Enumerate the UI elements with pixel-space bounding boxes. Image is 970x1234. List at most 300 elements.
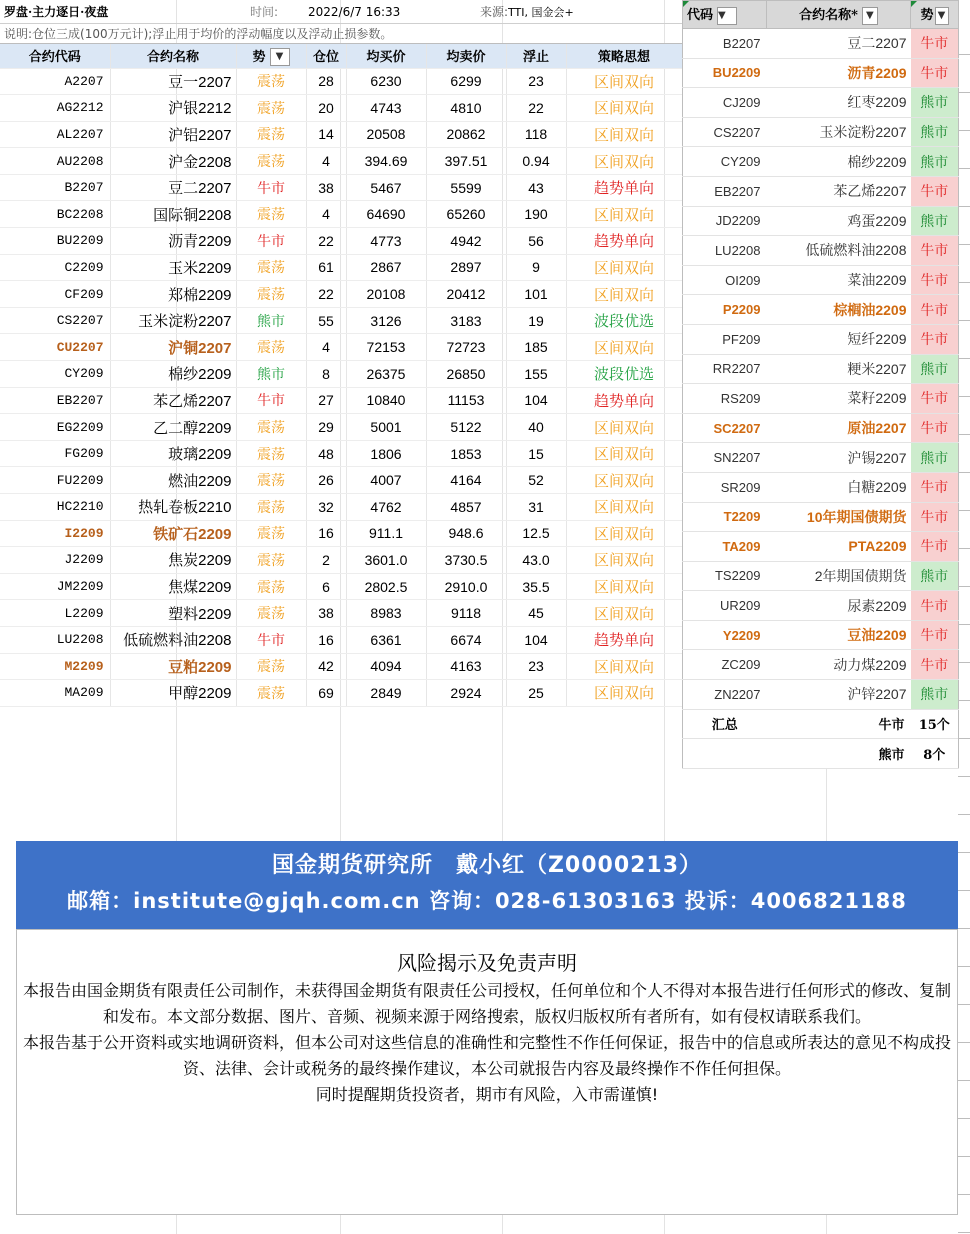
- panel-row[interactable]: [683, 561, 959, 591]
- position-cell[interactable]: 29: [306, 414, 346, 441]
- avg-buy-cell[interactable]: 6230: [346, 68, 426, 95]
- strategy-cell[interactable]: 区间双向: [566, 547, 682, 574]
- trend-cell[interactable]: 震荡: [236, 653, 306, 680]
- trend-cell[interactable]: 震荡: [236, 121, 306, 148]
- position-cell[interactable]: 61: [306, 254, 346, 281]
- contract-name[interactable]: 焦炭2209: [110, 547, 236, 574]
- float-stop-cell[interactable]: 104: [506, 387, 566, 414]
- panel-trend[interactable]: 牛市: [911, 620, 959, 650]
- contract-code[interactable]: CY209: [0, 361, 110, 388]
- contract-code[interactable]: FG209: [0, 440, 110, 467]
- float-stop-cell[interactable]: 185: [506, 334, 566, 361]
- contract-code[interactable]: MA209: [0, 680, 110, 707]
- trend-cell[interactable]: 震荡: [236, 334, 306, 361]
- trend-cell[interactable]: 震荡: [236, 494, 306, 521]
- avg-buy-cell[interactable]: 4743: [346, 95, 426, 122]
- avg-buy-cell[interactable]: 4773: [346, 228, 426, 255]
- panel-code[interactable]: RS209: [683, 384, 767, 414]
- table-row[interactable]: [0, 440, 682, 467]
- strategy-cell[interactable]: 区间双向: [566, 600, 682, 627]
- filter-active-icon[interactable]: ▼: [935, 7, 949, 25]
- panel-trend[interactable]: 牛市: [911, 650, 959, 680]
- panel-trend[interactable]: 牛市: [911, 413, 959, 443]
- contract-code[interactable]: JM2209: [0, 573, 110, 600]
- avg-sell-cell[interactable]: 397.51: [426, 148, 506, 175]
- contract-name[interactable]: 玉米淀粉2207: [110, 307, 236, 334]
- panel-col-trend[interactable]: [911, 1, 959, 29]
- avg-sell-cell[interactable]: 2910.0: [426, 573, 506, 600]
- table-row[interactable]: [0, 254, 682, 281]
- panel-code[interactable]: CS2207: [683, 117, 767, 147]
- float-stop-cell[interactable]: 23: [506, 68, 566, 95]
- panel-name[interactable]: 豆油2209: [767, 620, 911, 650]
- table-row[interactable]: [0, 387, 682, 414]
- float-stop-cell[interactable]: 45: [506, 600, 566, 627]
- strategy-cell[interactable]: 区间双向: [566, 334, 682, 361]
- panel-name[interactable]: 白糖2209: [767, 472, 911, 502]
- avg-sell-cell[interactable]: 3183: [426, 307, 506, 334]
- panel-trend[interactable]: 熊市: [911, 354, 959, 384]
- contract-name[interactable]: 塑料2209: [110, 600, 236, 627]
- panel-row[interactable]: [683, 650, 959, 680]
- avg-buy-cell[interactable]: 8983: [346, 600, 426, 627]
- contract-name[interactable]: 沪铝2207: [110, 121, 236, 148]
- strategy-cell[interactable]: 趋势单向: [566, 228, 682, 255]
- contract-code[interactable]: BU2209: [0, 228, 110, 255]
- panel-row[interactable]: [683, 620, 959, 650]
- panel-trend[interactable]: 熊市: [911, 147, 959, 177]
- position-cell[interactable]: 38: [306, 174, 346, 201]
- panel-code[interactable]: UR209: [683, 591, 767, 621]
- avg-sell-cell[interactable]: 6299: [426, 68, 506, 95]
- panel-trend[interactable]: 牛市: [911, 29, 959, 59]
- position-cell[interactable]: 38: [306, 600, 346, 627]
- panel-name[interactable]: 豆二2207: [767, 29, 911, 59]
- avg-buy-cell[interactable]: 20108: [346, 281, 426, 308]
- position-cell[interactable]: 16: [306, 520, 346, 547]
- strategy-cell[interactable]: 波段优选: [566, 361, 682, 388]
- table-row[interactable]: [0, 573, 682, 600]
- float-stop-cell[interactable]: 22: [506, 95, 566, 122]
- contract-name[interactable]: 燃油2209: [110, 467, 236, 494]
- strategy-cell[interactable]: 区间双向: [566, 201, 682, 228]
- table-row[interactable]: [0, 467, 682, 494]
- table-row[interactable]: [0, 68, 682, 95]
- avg-sell-cell[interactable]: 4857: [426, 494, 506, 521]
- position-cell[interactable]: 8: [306, 361, 346, 388]
- contract-name[interactable]: 焦煤2209: [110, 573, 236, 600]
- table-row[interactable]: [0, 281, 682, 308]
- panel-code[interactable]: CY209: [683, 147, 767, 177]
- panel-code[interactable]: SR209: [683, 472, 767, 502]
- strategy-cell[interactable]: 区间双向: [566, 148, 682, 175]
- table-row[interactable]: [0, 653, 682, 680]
- trend-cell[interactable]: 震荡: [236, 254, 306, 281]
- panel-code[interactable]: TS2209: [683, 561, 767, 591]
- panel-code[interactable]: CJ209: [683, 88, 767, 118]
- panel-row[interactable]: [683, 502, 959, 532]
- trend-cell[interactable]: 牛市: [236, 626, 306, 653]
- panel-code[interactable]: LU2208: [683, 236, 767, 266]
- contract-code[interactable]: EG2209: [0, 414, 110, 441]
- avg-sell-cell[interactable]: 20412: [426, 281, 506, 308]
- float-stop-cell[interactable]: 101: [506, 281, 566, 308]
- float-stop-cell[interactable]: 118: [506, 121, 566, 148]
- avg-sell-cell[interactable]: 948.6: [426, 520, 506, 547]
- panel-trend[interactable]: 熊市: [911, 561, 959, 591]
- panel-row[interactable]: [683, 29, 959, 59]
- contract-code[interactable]: A2207: [0, 68, 110, 95]
- position-cell[interactable]: 22: [306, 281, 346, 308]
- trend-cell[interactable]: 震荡: [236, 547, 306, 574]
- contract-name[interactable]: 铁矿石2209: [110, 520, 236, 547]
- strategy-cell[interactable]: 区间双向: [566, 414, 682, 441]
- avg-sell-cell[interactable]: 6674: [426, 626, 506, 653]
- panel-name[interactable]: 棉纱2209: [767, 147, 911, 177]
- trend-cell[interactable]: 牛市: [236, 228, 306, 255]
- trend-cell[interactable]: 震荡: [236, 467, 306, 494]
- filter-dropdown-icon[interactable]: ▼: [270, 48, 290, 66]
- table-row[interactable]: [0, 95, 682, 122]
- panel-name[interactable]: 玉米淀粉2207: [767, 117, 911, 147]
- position-cell[interactable]: 14: [306, 121, 346, 148]
- panel-code[interactable]: BU2209: [683, 58, 767, 88]
- trend-cell[interactable]: 震荡: [236, 680, 306, 707]
- contract-name[interactable]: 沥青2209: [110, 228, 236, 255]
- avg-sell-cell[interactable]: 5599: [426, 174, 506, 201]
- panel-code[interactable]: P2209: [683, 295, 767, 325]
- strategy-cell[interactable]: 区间双向: [566, 95, 682, 122]
- panel-code[interactable]: PF209: [683, 324, 767, 354]
- contract-code[interactable]: BC2208: [0, 201, 110, 228]
- panel-trend[interactable]: 熊市: [911, 88, 959, 118]
- avg-sell-cell[interactable]: 2897: [426, 254, 506, 281]
- contract-name[interactable]: 沪银2212: [110, 95, 236, 122]
- contract-code[interactable]: J2209: [0, 547, 110, 574]
- table-row[interactable]: [0, 148, 682, 175]
- contract-code[interactable]: C2209: [0, 254, 110, 281]
- panel-code[interactable]: ZN2207: [683, 680, 767, 710]
- panel-code[interactable]: Y2209: [683, 620, 767, 650]
- avg-sell-cell[interactable]: 20862: [426, 121, 506, 148]
- position-cell[interactable]: 20: [306, 95, 346, 122]
- avg-buy-cell[interactable]: 911.1: [346, 520, 426, 547]
- table-row[interactable]: [0, 201, 682, 228]
- panel-name[interactable]: 苯乙烯2207: [767, 176, 911, 206]
- panel-row[interactable]: [683, 236, 959, 266]
- strategy-cell[interactable]: 区间双向: [566, 494, 682, 521]
- contract-code[interactable]: CF209: [0, 281, 110, 308]
- panel-trend[interactable]: 牛市: [911, 472, 959, 502]
- avg-buy-cell[interactable]: 6361: [346, 626, 426, 653]
- avg-buy-cell[interactable]: 5467: [346, 174, 426, 201]
- avg-buy-cell[interactable]: 26375: [346, 361, 426, 388]
- contract-code[interactable]: FU2209: [0, 467, 110, 494]
- panel-code[interactable]: OI209: [683, 265, 767, 295]
- table-row[interactable]: [0, 600, 682, 627]
- avg-sell-cell[interactable]: 3730.5: [426, 547, 506, 574]
- panel-row[interactable]: [683, 354, 959, 384]
- panel-code[interactable]: JD2209: [683, 206, 767, 236]
- avg-buy-cell[interactable]: 20508: [346, 121, 426, 148]
- trend-cell[interactable]: 震荡: [236, 148, 306, 175]
- panel-name[interactable]: 2年期国债期货: [767, 561, 911, 591]
- avg-buy-cell[interactable]: 64690: [346, 201, 426, 228]
- panel-row[interactable]: [683, 384, 959, 414]
- trend-cell[interactable]: 震荡: [236, 573, 306, 600]
- panel-trend[interactable]: 牛市: [911, 295, 959, 325]
- avg-sell-cell[interactable]: 4164: [426, 467, 506, 494]
- avg-buy-cell[interactable]: 1806: [346, 440, 426, 467]
- contract-code[interactable]: AU2208: [0, 148, 110, 175]
- contract-name[interactable]: 国际铜2208: [110, 201, 236, 228]
- float-stop-cell[interactable]: 52: [506, 467, 566, 494]
- float-stop-cell[interactable]: 43.0: [506, 547, 566, 574]
- avg-sell-cell[interactable]: 11153: [426, 387, 506, 414]
- panel-trend[interactable]: 熊市: [911, 443, 959, 473]
- trend-cell[interactable]: 熊市: [236, 307, 306, 334]
- panel-name[interactable]: 红枣2209: [767, 88, 911, 118]
- contract-name[interactable]: 乙二醇2209: [110, 414, 236, 441]
- table-row[interactable]: [0, 414, 682, 441]
- panel-row[interactable]: [683, 295, 959, 325]
- table-row[interactable]: [0, 680, 682, 707]
- panel-trend[interactable]: 熊市: [911, 117, 959, 147]
- float-stop-cell[interactable]: 0.94: [506, 148, 566, 175]
- panel-trend[interactable]: 牛市: [911, 591, 959, 621]
- panel-row[interactable]: [683, 591, 959, 621]
- position-cell[interactable]: 16: [306, 626, 346, 653]
- strategy-cell[interactable]: 区间双向: [566, 653, 682, 680]
- contract-code[interactable]: AL2207: [0, 121, 110, 148]
- table-row[interactable]: [0, 494, 682, 521]
- float-stop-cell[interactable]: 43: [506, 174, 566, 201]
- table-row[interactable]: [0, 520, 682, 547]
- float-stop-cell[interactable]: 15: [506, 440, 566, 467]
- float-stop-cell[interactable]: 19: [506, 307, 566, 334]
- panel-trend[interactable]: 熊市: [911, 206, 959, 236]
- strategy-cell[interactable]: 区间双向: [566, 573, 682, 600]
- panel-code[interactable]: SN2207: [683, 443, 767, 473]
- avg-sell-cell[interactable]: 9118: [426, 600, 506, 627]
- avg-buy-cell[interactable]: 2867: [346, 254, 426, 281]
- avg-sell-cell[interactable]: 5122: [426, 414, 506, 441]
- panel-row[interactable]: [683, 147, 959, 177]
- float-stop-cell[interactable]: 56: [506, 228, 566, 255]
- panel-name[interactable]: 菜籽2209: [767, 384, 911, 414]
- col-trend[interactable]: [236, 44, 306, 68]
- contract-code[interactable]: M2209: [0, 653, 110, 680]
- avg-buy-cell[interactable]: 4094: [346, 653, 426, 680]
- trend-cell[interactable]: 牛市: [236, 174, 306, 201]
- float-stop-cell[interactable]: 12.5: [506, 520, 566, 547]
- panel-code[interactable]: SC2207: [683, 413, 767, 443]
- table-row[interactable]: [0, 626, 682, 653]
- table-row[interactable]: [0, 307, 682, 334]
- panel-row[interactable]: [683, 58, 959, 88]
- contract-name[interactable]: 玉米2209: [110, 254, 236, 281]
- panel-name[interactable]: 沥青2209: [767, 58, 911, 88]
- panel-name[interactable]: 棕榈油2209: [767, 295, 911, 325]
- panel-name[interactable]: 动力煤2209: [767, 650, 911, 680]
- panel-trend[interactable]: 牛市: [911, 532, 959, 562]
- panel-row[interactable]: [683, 413, 959, 443]
- table-row[interactable]: [0, 361, 682, 388]
- panel-name[interactable]: 鸡蛋2209: [767, 206, 911, 236]
- table-row[interactable]: [0, 334, 682, 361]
- contract-name[interactable]: 沪金2208: [110, 148, 236, 175]
- avg-buy-cell[interactable]: 2849: [346, 680, 426, 707]
- position-cell[interactable]: 4: [306, 148, 346, 175]
- strategy-cell[interactable]: 区间双向: [566, 254, 682, 281]
- panel-code[interactable]: B2207: [683, 29, 767, 59]
- panel-col-name[interactable]: [767, 1, 911, 29]
- avg-buy-cell[interactable]: 394.69: [346, 148, 426, 175]
- contract-code[interactable]: B2207: [0, 174, 110, 201]
- contract-name[interactable]: 苯乙烯2207: [110, 387, 236, 414]
- panel-code[interactable]: T2209: [683, 502, 767, 532]
- contract-name[interactable]: 豆二2207: [110, 174, 236, 201]
- panel-code[interactable]: TA209: [683, 532, 767, 562]
- panel-name[interactable]: 菜油2209: [767, 265, 911, 295]
- avg-sell-cell[interactable]: 4942: [426, 228, 506, 255]
- strategy-cell[interactable]: 区间双向: [566, 121, 682, 148]
- contract-name[interactable]: 郑棉2209: [110, 281, 236, 308]
- table-row[interactable]: [0, 547, 682, 574]
- contract-code[interactable]: EB2207: [0, 387, 110, 414]
- table-row[interactable]: [0, 121, 682, 148]
- panel-name[interactable]: 短纤2209: [767, 324, 911, 354]
- strategy-cell[interactable]: 趋势单向: [566, 626, 682, 653]
- avg-sell-cell[interactable]: 4163: [426, 653, 506, 680]
- panel-trend[interactable]: 熊市: [911, 680, 959, 710]
- panel-trend[interactable]: 牛市: [911, 324, 959, 354]
- avg-sell-cell[interactable]: 2924: [426, 680, 506, 707]
- contract-code[interactable]: AG2212: [0, 95, 110, 122]
- contract-code[interactable]: L2209: [0, 600, 110, 627]
- float-stop-cell[interactable]: 25: [506, 680, 566, 707]
- position-cell[interactable]: 2: [306, 547, 346, 574]
- float-stop-cell[interactable]: 155: [506, 361, 566, 388]
- trend-cell[interactable]: 震荡: [236, 600, 306, 627]
- contract-code[interactable]: CS2207: [0, 307, 110, 334]
- panel-name[interactable]: 原油2207: [767, 413, 911, 443]
- contract-code[interactable]: I2209: [0, 520, 110, 547]
- sort-dropdown-icon[interactable]: ▼: [862, 7, 878, 25]
- trend-cell[interactable]: 震荡: [236, 68, 306, 95]
- position-cell[interactable]: 4: [306, 201, 346, 228]
- float-stop-cell[interactable]: 190: [506, 201, 566, 228]
- panel-trend[interactable]: 牛市: [911, 265, 959, 295]
- strategy-cell[interactable]: 区间双向: [566, 680, 682, 707]
- panel-code[interactable]: ZC209: [683, 650, 767, 680]
- trend-cell[interactable]: 震荡: [236, 201, 306, 228]
- contract-name[interactable]: 棉纱2209: [110, 361, 236, 388]
- strategy-cell[interactable]: 波段优选: [566, 307, 682, 334]
- panel-trend[interactable]: 牛市: [911, 384, 959, 414]
- contract-name[interactable]: 豆一2207: [110, 68, 236, 95]
- position-cell[interactable]: 69: [306, 680, 346, 707]
- panel-name[interactable]: 低硫燃料油2208: [767, 236, 911, 266]
- panel-row[interactable]: [683, 443, 959, 473]
- trend-cell[interactable]: 震荡: [236, 95, 306, 122]
- float-stop-cell[interactable]: 104: [506, 626, 566, 653]
- trend-cell[interactable]: 牛市: [236, 387, 306, 414]
- contract-name[interactable]: 玻璃2209: [110, 440, 236, 467]
- contract-code[interactable]: CU2207: [0, 334, 110, 361]
- contract-name[interactable]: 低硫燃料油2208: [110, 626, 236, 653]
- avg-buy-cell[interactable]: 4007: [346, 467, 426, 494]
- strategy-cell[interactable]: 趋势单向: [566, 387, 682, 414]
- avg-sell-cell[interactable]: 65260: [426, 201, 506, 228]
- avg-buy-cell[interactable]: 5001: [346, 414, 426, 441]
- avg-buy-cell[interactable]: 4762: [346, 494, 426, 521]
- panel-name[interactable]: 粳米2207: [767, 354, 911, 384]
- panel-row[interactable]: [683, 265, 959, 295]
- position-cell[interactable]: 48: [306, 440, 346, 467]
- panel-row[interactable]: [683, 88, 959, 118]
- avg-buy-cell[interactable]: 10840: [346, 387, 426, 414]
- panel-col-code[interactable]: [683, 1, 767, 29]
- contract-code[interactable]: LU2208: [0, 626, 110, 653]
- position-cell[interactable]: 27: [306, 387, 346, 414]
- contract-name[interactable]: 沪铜2207: [110, 334, 236, 361]
- panel-name[interactable]: 尿素2209: [767, 591, 911, 621]
- contract-name[interactable]: 热轧卷板2210: [110, 494, 236, 521]
- strategy-cell[interactable]: 区间双向: [566, 68, 682, 95]
- panel-code[interactable]: RR2207: [683, 354, 767, 384]
- strategy-cell[interactable]: 区间双向: [566, 281, 682, 308]
- panel-name[interactable]: 沪锌2207: [767, 680, 911, 710]
- position-cell[interactable]: 28: [306, 68, 346, 95]
- avg-sell-cell[interactable]: 72723: [426, 334, 506, 361]
- position-cell[interactable]: 55: [306, 307, 346, 334]
- float-stop-cell[interactable]: 35.5: [506, 573, 566, 600]
- strategy-cell[interactable]: 区间双向: [566, 440, 682, 467]
- panel-code[interactable]: EB2207: [683, 176, 767, 206]
- panel-row[interactable]: [683, 324, 959, 354]
- position-cell[interactable]: 42: [306, 653, 346, 680]
- contract-name[interactable]: 豆粕2209: [110, 653, 236, 680]
- filter-dropdown-icon[interactable]: ▼: [717, 7, 737, 25]
- float-stop-cell[interactable]: 23: [506, 653, 566, 680]
- float-stop-cell[interactable]: 9: [506, 254, 566, 281]
- position-cell[interactable]: 4: [306, 334, 346, 361]
- avg-sell-cell[interactable]: 4810: [426, 95, 506, 122]
- strategy-cell[interactable]: 区间双向: [566, 520, 682, 547]
- position-cell[interactable]: 22: [306, 228, 346, 255]
- position-cell[interactable]: 6: [306, 573, 346, 600]
- panel-row[interactable]: [683, 206, 959, 236]
- avg-sell-cell[interactable]: 1853: [426, 440, 506, 467]
- contract-name[interactable]: 甲醇2209: [110, 680, 236, 707]
- trend-cell[interactable]: 震荡: [236, 440, 306, 467]
- contract-code[interactable]: HC2210: [0, 494, 110, 521]
- position-cell[interactable]: 26: [306, 467, 346, 494]
- avg-buy-cell[interactable]: 2802.5: [346, 573, 426, 600]
- panel-trend[interactable]: 牛市: [911, 58, 959, 88]
- trend-cell[interactable]: 震荡: [236, 281, 306, 308]
- panel-row[interactable]: [683, 472, 959, 502]
- trend-cell[interactable]: 震荡: [236, 414, 306, 441]
- avg-buy-cell[interactable]: 3126: [346, 307, 426, 334]
- avg-buy-cell[interactable]: 72153: [346, 334, 426, 361]
- panel-trend[interactable]: 牛市: [911, 502, 959, 532]
- float-stop-cell[interactable]: 31: [506, 494, 566, 521]
- avg-sell-cell[interactable]: 26850: [426, 361, 506, 388]
- table-row[interactable]: [0, 174, 682, 201]
- panel-name[interactable]: 10年期国债期货: [767, 502, 911, 532]
